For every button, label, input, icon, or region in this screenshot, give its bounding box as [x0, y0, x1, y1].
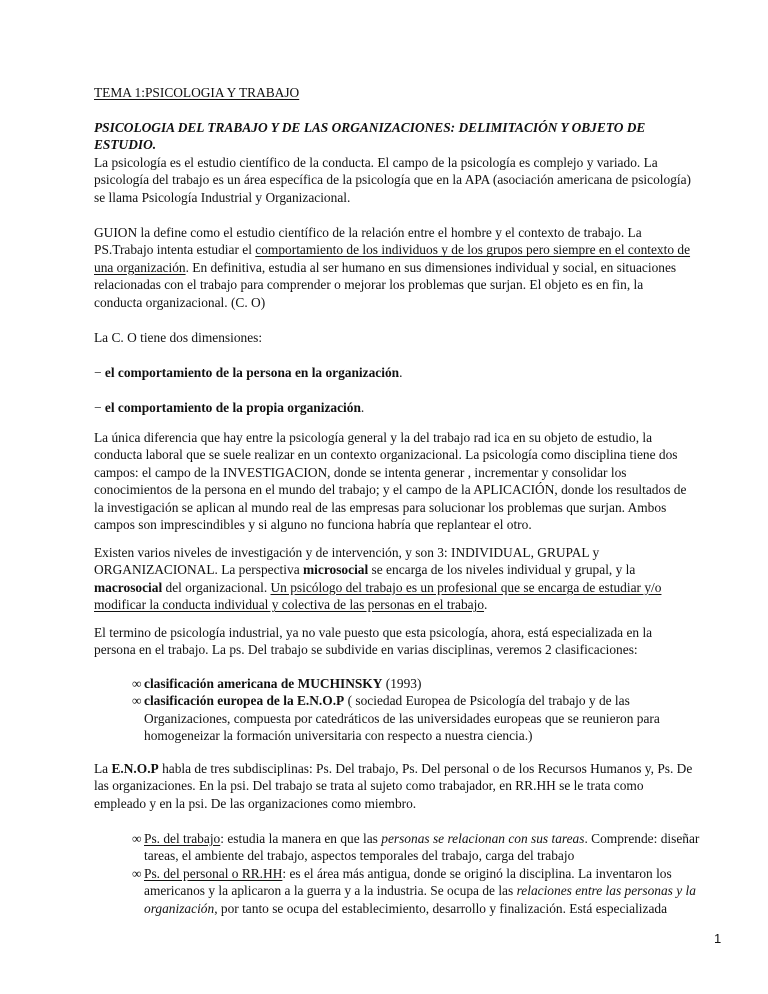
subdiscipline-list: [132, 830, 702, 917]
paragraph-guion: GUION la define como el estudio científico de la relación entre el hombre y el contexto de trabajo. La PS.Trabajo intenta estudiar el comportamiento de los individuos y de los grupos pero siempre en el contexto de una organización. En definitiva, estudia al ser humano en sus dimensiones individual y social, en situaciones relacionadas con el trabajo para comprender o mejorar los problemas que surjan. El objeto es en fin, la conducta organizacional. (C. O): [94, 225, 691, 310]
classification-list: [132, 675, 697, 745]
document-title: TEMA 1:PSICOLOGIA Y TRABAJO: [94, 85, 300, 100]
paragraph-dimensions-intro: La C. O tiene dos dimensiones:: [94, 330, 263, 345]
section-heading: PSICOLOGIA DEL TRABAJO Y DE LAS ORGANIZACIONES: DELIMITACIÓN Y OBJETO DE ESTUDIO.: [94, 120, 646, 153]
infinity-bullet-icon: ∞: [132, 693, 142, 709]
paragraph-difference: La única diferencia que hay entre la psicología general y la del trabajo rad ica en su objeto de estudio, la conducta laboral que se suele realizar en un contexto organizacional. La psicología como disciplina tiene dos campos: el campo de la INVESTIGACION, donde se intenta generar , incrementar y consolidar los conocimientos de la persona en el mundo del trabajo; y el campo de la APLICACIÓN, donde los resultados de la investigación se aplican al mundo real de las empresas para solucionar los problemas que surjan. Ambos campos son imprescindibles y si alguno no funciona habría que replantear el otro.: [94, 430, 687, 533]
list-item: ∞ clasificación europea de la E.N.O.P ( sociedad Europea de Psicología del trabajo y de las Organizaciones, compuesta por catedráticos de las universidades europeas que se reunieron para homogeneizar la formación universitaria con respecto a nuestra ciencia.): [132, 693, 660, 744]
paragraph-industrial: El termino de psicología industrial, ya no vale puesto que esta psicología, ahora, está especializada en la persona en el trabajo. La ps. Del trabajo se subdivide en varias disciplinas, veremos 2 clasificaciones:: [94, 625, 653, 658]
list-item: ∞ clasificación americana de MUCHINSKY (1993): [132, 676, 422, 691]
infinity-bullet-icon: ∞: [132, 831, 142, 846]
paragraph-enop: La E.N.O.P habla de tres subdisciplinas: Ps. Del trabajo, Ps. Del personal o de los Recursos Humanos y, Ps. De las organizaciones. En la psi. Del trabajo se trata al sujeto como trabajador, en RR.HH se le trata como empleado y en la psi. De las organizaciones como miembro.: [94, 761, 693, 811]
underlined-definition: comportamiento de los individuos y de los grupos pero siempre en el contexto de una organización: [94, 242, 691, 275]
list-item: ∞ Ps. del trabajo: estudia la manera en que las personas se relacionan con sus tareas. Comprende: diseñar tareas, el ambiente del trabajo, aspectos temporales del trabajo, carga del trabajo: [132, 831, 700, 864]
paragraph-intro: La psicología es el estudio científico de la conducta. El campo de la psicología es complejo y variado. La psicología del trabajo es un área específica de la psicología que en la APA (asociación americana de psicología) se llama Psicología Industrial y Organizacional.: [94, 155, 692, 205]
infinity-bullet-icon: ∞: [132, 676, 142, 691]
page-number: 1: [714, 931, 722, 946]
dimension-item: − el comportamiento de la persona en la organización.: [94, 365, 403, 380]
underlined-definition: Un psicólogo del trabajo es un profesional que se encarga de estudiar y/o modificar la conducta individual y colectiva de las personas en el trabajo: [94, 579, 662, 613]
paragraph-levels: Existen varios niveles de investigación y de intervención, y son 3: INDIVIDUAL, GRUPAL y ORGANIZACIONAL. La perspectiva microsocial se encarga de los niveles individual y grupal, y la macrosocial del organizacional. Un psicólogo del trabajo es un profesional que se encarga de estudiar y/o modificar la conducta individual y colectiva de las personas en el trabajo.: [94, 545, 662, 613]
dimension-item: − el comportamiento de la propia organización.: [94, 400, 365, 415]
list-item: ∞ Ps. del personal o RR.HH: es el área más antigua, donde se originó la disciplina. La inventaron los americanos y la aplicaron a la guerra y a la industria. Se ocupa de las relaciones entre las personas y la organización, por tanto se ocupa del establecimiento, desarrollo y finalización. Está especializada: [132, 865, 696, 916]
infinity-bullet-icon: ∞: [132, 865, 142, 881]
